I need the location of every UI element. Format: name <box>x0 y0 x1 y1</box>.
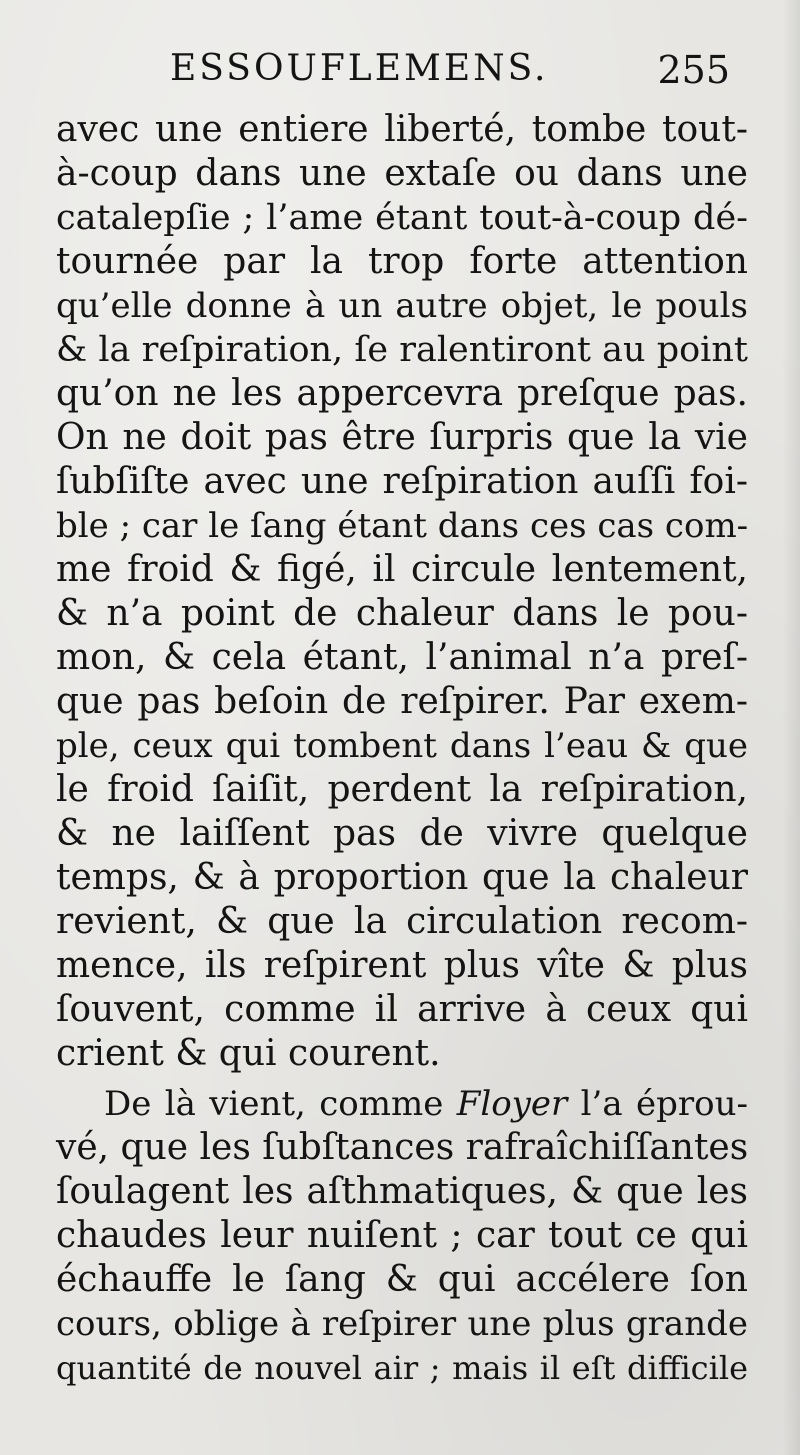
text-line: ſouvent, comme il arrive à ceux qui <box>56 989 748 1030</box>
text-line: le froid ſaiſit, perdent la reſpiration, <box>56 769 748 810</box>
text-line: à-coup dans une extaſe ou dans une <box>56 153 748 194</box>
paragraph <box>56 108 748 1076</box>
text-line: ble ; car le ſang étant dans ces cas com- <box>56 506 749 546</box>
page-number: 255 <box>657 48 730 92</box>
text-line: échauffe le ſang & qui accélere ſon <box>56 1259 748 1300</box>
text-line: ſoulagent les aſthmatiques, & que les <box>56 1171 748 1212</box>
running-head: ESSOUFLEMENS. <box>170 48 549 89</box>
text-line: crient & qui courent. <box>56 1033 441 1074</box>
text-line: catalepſie ; l’ame étant tout-à-coup dé- <box>56 198 748 238</box>
text-run: l’a éprou- <box>567 1084 748 1124</box>
paragraph <box>56 1082 748 1390</box>
text-line: qu’elle donne à un autre objet, le pouls <box>56 286 748 326</box>
text-line: mence, ils reſpirent plus vîte & plus <box>56 945 748 986</box>
text-line: & n’a point de chaleur dans le pou- <box>56 593 748 634</box>
text-line: ple, ceux qui tombent dans l’eau & que <box>56 726 748 766</box>
text-line: revient, & que la circulation recom- <box>56 901 748 942</box>
text-line: ſubſiſte avec une reſpiration auſſi foi- <box>56 461 748 502</box>
text-line: & ne laiſſent pas de vivre quelque <box>56 813 748 854</box>
body-text <box>56 108 748 1390</box>
text-line: vé, que les ſubſtances rafraîchiſſantes <box>56 1127 749 1168</box>
text-line: mon, & cela étant, l’animal n’a preſ- <box>56 637 748 678</box>
text-line: qu’on ne les appercevra preſque pas. <box>56 373 748 414</box>
text-line: On ne doit pas être ſurpris que la vie <box>56 417 748 458</box>
text-line: me froid & figé, il circule lentement, <box>56 549 748 590</box>
text-line: & la reſpiration, ſe ralentiront au point <box>56 330 748 370</box>
page-header <box>170 48 740 98</box>
text-run: De là vient, comme <box>104 1084 457 1124</box>
text-line <box>56 1082 748 1126</box>
text-line: chaudes leur nuiſent ; car tout ce qui <box>56 1215 748 1256</box>
text-line: avec une entiere liberté, tombe tout- <box>56 109 748 150</box>
text-line: quantité de nouvel air ; mais il eſt difficile <box>56 1349 748 1387</box>
text-line: que pas beſoin de reſpirer. Par exem- <box>56 681 748 722</box>
page-edge-shadow <box>782 0 800 1455</box>
author-name: Floyer <box>456 1084 568 1124</box>
text-line: cours, oblige à reſpirer une plus grande <box>56 1304 748 1344</box>
text-line: temps, & à proportion que la chaleur <box>56 857 748 898</box>
text-line: tournée par la trop forte attention <box>56 241 748 282</box>
